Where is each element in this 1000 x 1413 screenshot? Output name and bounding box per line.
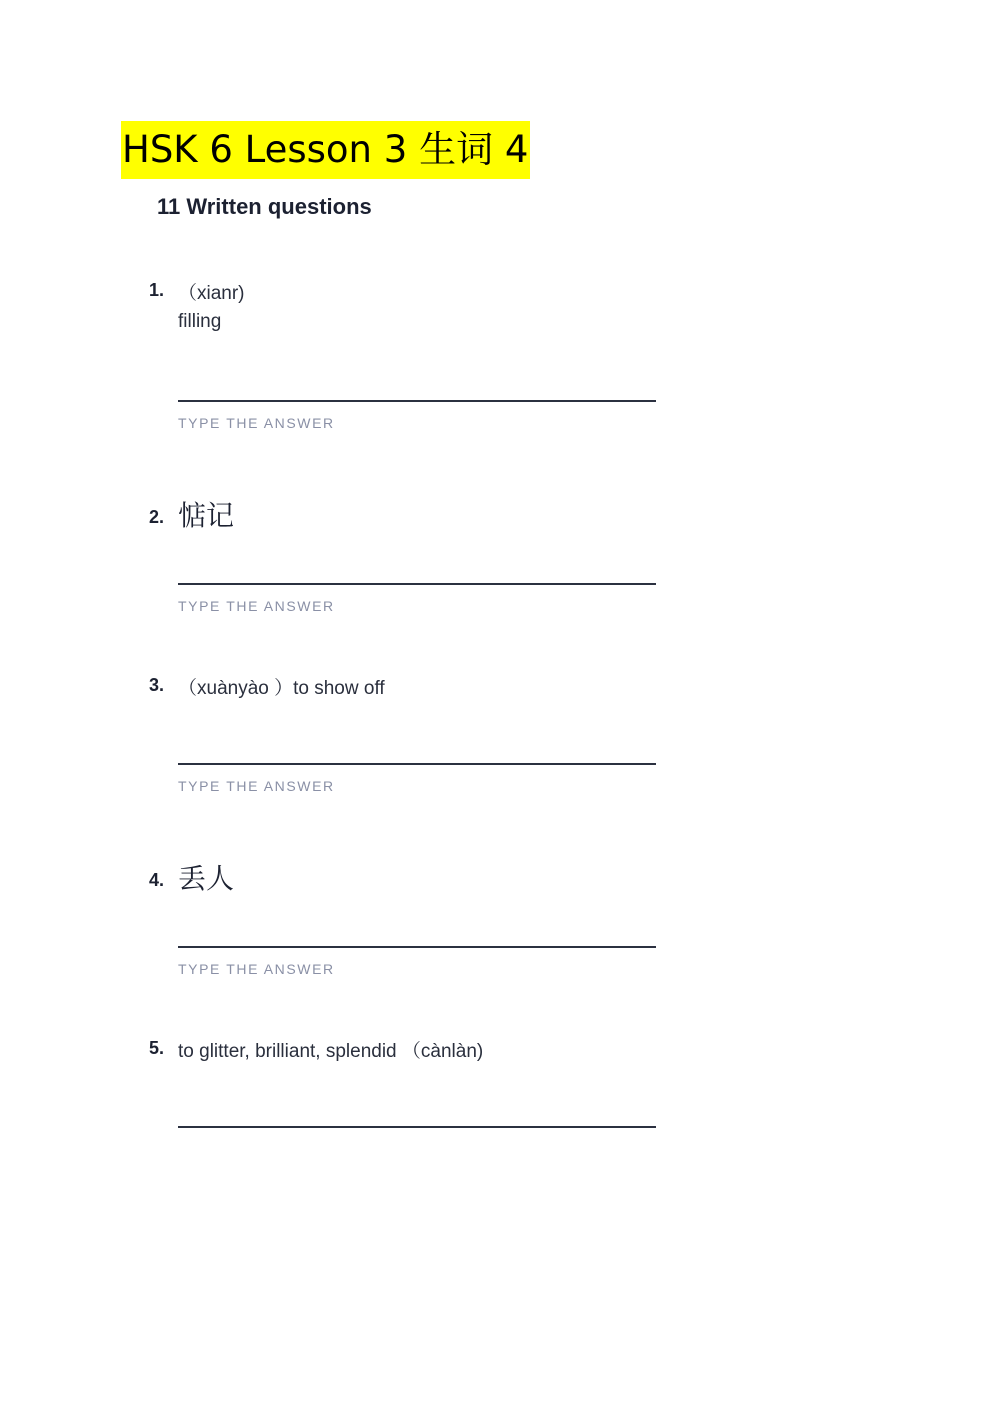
question-3-prompt: （xuànyào ）to show off — [178, 678, 385, 699]
question-4-answer-line[interactable] — [178, 946, 656, 948]
question-5-number: 5. — [149, 1038, 165, 1058]
question-3-number: 3. — [149, 675, 165, 695]
section-heading: 11 Written questions — [157, 194, 372, 219]
question-4-prompt: 丢人 — [178, 862, 235, 895]
question-1-number: 1. — [149, 280, 165, 300]
question-5-answer-line[interactable] — [178, 1126, 656, 1128]
question-1-answer-line[interactable] — [178, 400, 656, 402]
question-1-prompt: （xianr) — [178, 283, 245, 304]
question-2-answer-line[interactable] — [178, 583, 656, 585]
question-5-prompt: to glitter, brilliant, splendid （cànlàn) — [178, 1041, 484, 1062]
question-4-number: 4. — [149, 870, 165, 890]
question-4-answer-hint: TYPE THE ANSWER — [178, 961, 335, 977]
question-2-answer-hint: TYPE THE ANSWER — [178, 598, 335, 614]
question-3-answer-hint: TYPE THE ANSWER — [178, 778, 335, 794]
question-3-answer-line[interactable] — [178, 763, 656, 765]
question-2-prompt: 惦记 — [178, 499, 235, 532]
question-1-answer-hint: TYPE THE ANSWER — [178, 415, 335, 431]
question-2-number: 2. — [149, 507, 165, 527]
question-1-meaning: filling — [178, 311, 222, 332]
worksheet-title: HSK 6 Lesson 3 生词 4 — [121, 121, 530, 179]
